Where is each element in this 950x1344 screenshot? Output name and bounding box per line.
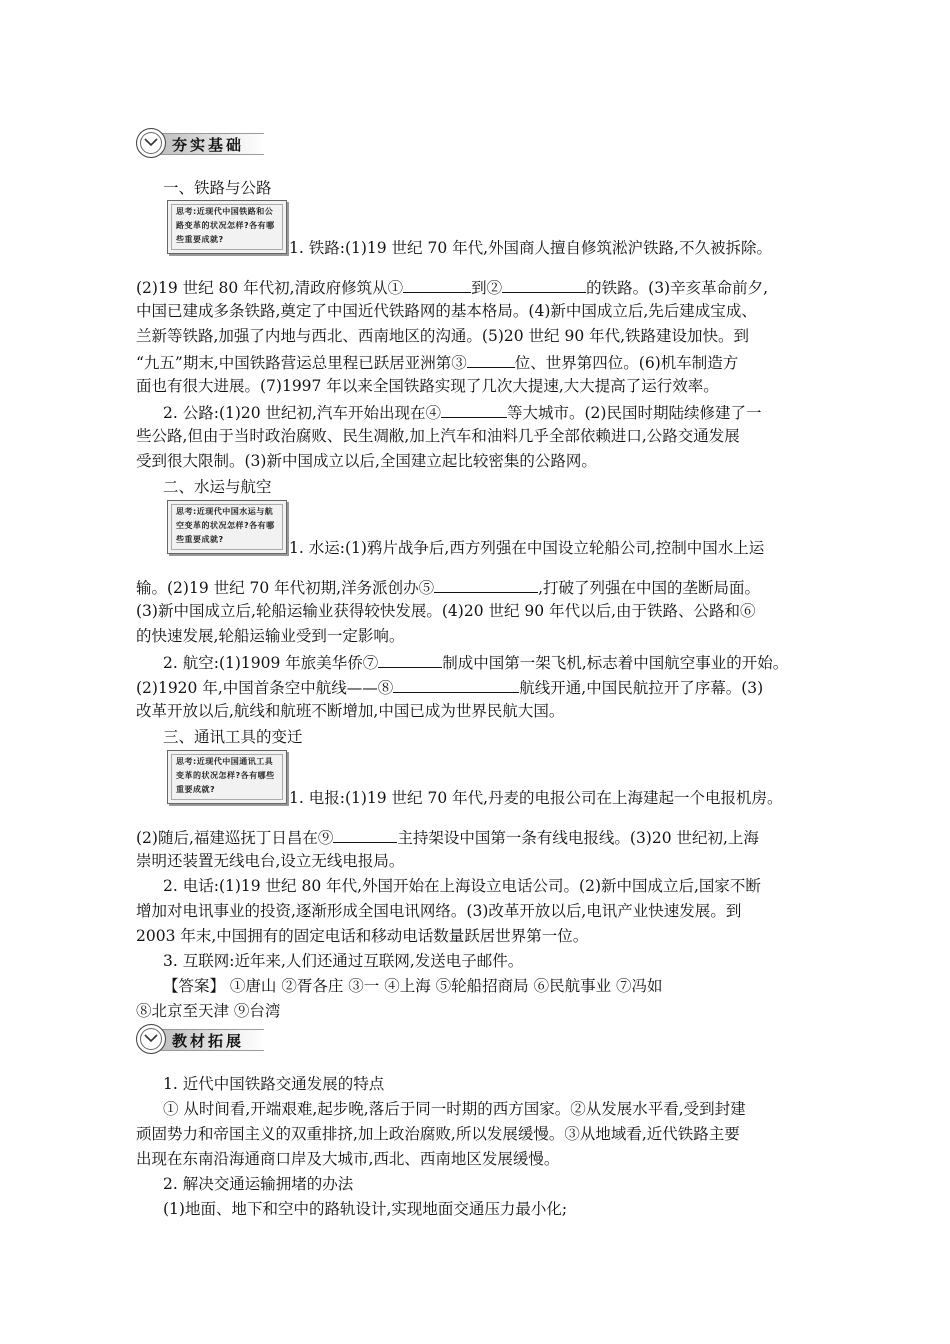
banner-title: 夯实基础 (172, 136, 245, 154)
text-line: 出现在东南沿海通商口岸及大城市,西北、西南地区发展缓慢。 (136, 1150, 560, 1168)
text-line: (2)1920 年,中国首条空中航线——⑧ 航线开通,中国民航拉开了序幕。(3) (136, 676, 763, 698)
think-text: 思考:近现代中国水运与航空变革的状况怎样?各有哪些重要成就? (171, 504, 283, 550)
text-line: 兰新等铁路,加强了内地与西北、西南地区的沟通。(5)20 世纪 90 年代,铁路建设加快。到 (136, 327, 750, 345)
subheading: 2. 解决交通运输拥堵的办法 (163, 1175, 354, 1193)
text-line: 2. 公路:(1)20 世纪初,汽车开始出现在④ 等大城市。(2)民国时期陆续修建了一 (163, 401, 761, 423)
think-box (167, 200, 287, 254)
text-line: (2)19 世纪 80 年代初,清政府修筑从① 到② 的铁路。(3)辛亥革命前夕, (136, 276, 768, 298)
section-banner-basics (136, 128, 264, 158)
text-line: 顽固势力和帝国主义的双重排挤,加上政治腐败,所以发展缓慢。③从地域看,近代铁路主要 (136, 1125, 740, 1143)
think-box (167, 750, 287, 804)
text-line: 1. 水运:(1)鸦片战争后,西方列强在中国设立轮船公司,控制中国水上运 (289, 539, 765, 557)
text-line: 1. 铁路:(1)19 世纪 70 年代,外国商人擅自修筑淞沪铁路,不久被拆除。 (289, 239, 772, 257)
answer-blank (378, 651, 442, 668)
answer-blank (441, 401, 507, 418)
text-line: (3)新中国成立后,轮船运输业获得较快发展。(4)20 世纪 90 年代以后,由于铁路、公路和⑥ (136, 602, 756, 620)
heading-railway-highway: 一、铁路与公路 (163, 179, 272, 197)
think-text: 思考:近现代中国通讯工具变革的状况怎样?各有哪些重要成就? (171, 754, 283, 800)
text-line: 中国已建成多条铁路,奠定了中国近代铁路网的基本格局。(4)新中国成立后,先后建成宝成、 (136, 302, 757, 320)
chevron-down-icon (136, 128, 166, 158)
answer-blank (393, 676, 519, 693)
text-line: 增加对电讯事业的投资,逐渐形成全国电讯网络。(3)改革开放以后,电讯产业快速发展。到 (136, 902, 742, 920)
think-box (167, 500, 287, 554)
text-line: 1. 电报:(1)19 世纪 70 年代,丹麦的电报公司在上海建起一个电报机房。 (289, 789, 783, 807)
text-line: “九五”期末,中国铁路营运总里程已跃居亚洲第③ 位、世界第四位。(6)机车制造方 (136, 351, 738, 373)
text-line: 2003 年末,中国拥有的固定电话和移动电话数量跃居世界第一位。 (136, 927, 589, 945)
text-line: 受到很大限制。(3)新中国成立以后,全国建立起比较密集的公路网。 (136, 452, 597, 470)
text-line: 面也有很大进展。(7)1997 年以来全国铁路实现了几次大提速,大大提高了运行效率。 (136, 377, 719, 395)
text-line: 2. 航空:(1)1909 年旅美华侨⑦ 制成中国第一架飞机,标志着中国航空事业的开始。 (163, 651, 788, 673)
text-line: 崇明还装置无线电台,设立无线电报局。 (136, 852, 405, 870)
answers-line: 【答案】 ①唐山 ②胥各庄 ③一 ④上海 ⑤轮船招商局 ⑥民航事业 ⑦冯如 (163, 977, 663, 995)
text-line: 的快速发展,轮船运输业受到一定影响。 (136, 627, 405, 645)
text-line: 输。(2)19 世纪 70 年代初期,洋务派创办⑤ ,打破了列强在中国的垄断局面。 (136, 576, 760, 598)
text-line: (2)随后,福建巡抚丁日昌在⑨ 主持架设中国第一条有线电报线。(3)20 世纪初,上海 (136, 826, 759, 848)
answers-line: ⑧北京至天津 ⑨台湾 (136, 1002, 281, 1020)
heading-water-air: 二、水运与航空 (163, 478, 272, 496)
text-line: ① 从时间看,开端艰难,起步晚,落后于同一时期的西方国家。②从发展水平看,受到封建 (163, 1100, 746, 1118)
section-banner-extension (136, 1024, 264, 1054)
subheading: 1. 近代中国铁路交通发展的特点 (163, 1075, 385, 1093)
text-line: 改革开放以后,航线和航班不断增加,中国已成为世界民航大国。 (136, 702, 565, 720)
text-line: 3. 互联网:近年来,人们还通过互联网,发送电子邮件。 (163, 952, 524, 970)
answer-blank (467, 351, 515, 368)
answer-blank (333, 826, 397, 843)
text-line: 些公路,但由于当时政治腐败、民生凋敝,加上汽车和油料几乎全部依赖进口,公路交通发展 (136, 427, 740, 445)
think-text: 思考:近现代中国铁路和公路变革的状况怎样?各有哪些重要成就? (171, 204, 283, 250)
heading-communication: 三、通讯工具的变迁 (163, 728, 303, 746)
banner-title: 教材拓展 (172, 1032, 245, 1050)
text-line: (1)地面、地下和空中的路轨设计,实现地面交通压力最小化; (163, 1200, 568, 1218)
chevron-down-icon (136, 1024, 166, 1054)
answer-blank (502, 276, 586, 293)
answer-blank (403, 276, 471, 293)
answer-blank (434, 576, 538, 593)
text-line: 2. 电话:(1)19 世纪 80 年代,外国开始在上海设立电话公司。(2)新中国成立后,国家不断 (163, 877, 761, 895)
